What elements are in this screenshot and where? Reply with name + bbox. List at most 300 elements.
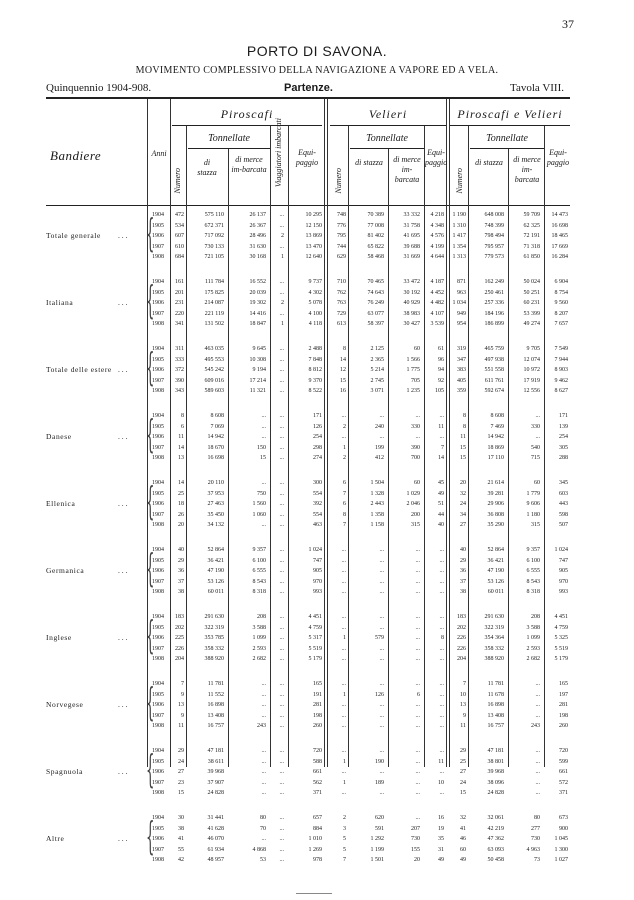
table-cell: 288 bbox=[559, 455, 568, 461]
table-cell: 165 bbox=[313, 681, 322, 687]
table-cell: 30 bbox=[178, 815, 184, 821]
table-cell: ... bbox=[439, 557, 444, 564]
table-cell: 38 bbox=[178, 825, 184, 832]
year-cell: 1905 bbox=[152, 758, 164, 765]
table-cell: 610 bbox=[175, 243, 184, 250]
table-cell: 1 024 bbox=[308, 547, 322, 553]
table-cell: 4 868 bbox=[252, 846, 266, 853]
table-cell: 190 bbox=[375, 758, 384, 765]
table-cell: 7 848 bbox=[308, 356, 322, 363]
table-cell: 9 462 bbox=[554, 377, 568, 384]
table-cell: 37 907 bbox=[207, 779, 224, 786]
table-cell: 17 110 bbox=[487, 455, 504, 461]
stazza-header-1: di stazza bbox=[197, 158, 217, 177]
table-row bbox=[0, 434, 634, 444]
table-cell: ... bbox=[279, 346, 284, 352]
stazza-header-3: di stazza bbox=[475, 158, 503, 167]
table-cell: 4 576 bbox=[430, 233, 444, 239]
table-cell: 412 bbox=[375, 455, 384, 461]
table-cell: 8 bbox=[343, 346, 346, 352]
table-cell: 949 bbox=[457, 310, 466, 317]
table-cell: 60 bbox=[414, 480, 420, 486]
table-cell: 189 bbox=[375, 779, 384, 786]
table-cell: ... bbox=[439, 568, 444, 574]
table-cell: 715 bbox=[531, 455, 540, 461]
table-cell: 750 bbox=[257, 490, 266, 497]
table-cell: 12 556 bbox=[523, 388, 540, 394]
table-cell: 4 644 bbox=[430, 254, 444, 260]
table-cell: 540 bbox=[531, 444, 540, 451]
table-cell: 8 543 bbox=[252, 578, 266, 585]
table-cell: 1 235 bbox=[406, 388, 420, 394]
table-cell: 13 408 bbox=[487, 712, 504, 719]
table-cell: ... bbox=[439, 769, 444, 775]
table-cell: 358 332 bbox=[484, 645, 504, 652]
table-cell: 14 473 bbox=[551, 212, 568, 218]
table-cell: 730 133 bbox=[204, 243, 224, 250]
table-cell: 240 bbox=[375, 423, 384, 430]
table-cell: 18 869 bbox=[487, 444, 504, 451]
year-cell: 1906 bbox=[152, 568, 164, 574]
table-cell: 9 357 bbox=[252, 547, 266, 553]
table-cell: 139 bbox=[559, 423, 568, 430]
year-cell: 1904 bbox=[152, 748, 164, 754]
year-cell: 1904 bbox=[152, 681, 164, 687]
table-cell: ... bbox=[279, 748, 284, 754]
table-cell: ... bbox=[261, 748, 266, 754]
table-cell: ... bbox=[535, 758, 540, 765]
table-cell: 15 bbox=[460, 455, 466, 461]
table-cell: 4 348 bbox=[430, 222, 444, 229]
table-cell: ... bbox=[279, 681, 284, 687]
table-cell: 4 451 bbox=[554, 614, 568, 620]
table-cell: ... bbox=[279, 635, 284, 641]
year-cell: 1906 bbox=[152, 367, 164, 373]
table-cell: 35 bbox=[438, 836, 444, 842]
table-cell: 629 bbox=[337, 254, 346, 260]
section-label: Partenze. bbox=[284, 82, 333, 94]
table-cell: 1 bbox=[343, 758, 346, 765]
table-cell: ... bbox=[279, 589, 284, 595]
table-row bbox=[0, 311, 634, 321]
flag-label: Inglese bbox=[46, 633, 72, 642]
table-cell: ... bbox=[279, 367, 284, 373]
table-cell: 372 bbox=[175, 367, 184, 373]
table-row bbox=[0, 769, 634, 779]
table-cell: 1 269 bbox=[308, 846, 322, 853]
table-cell: 11 bbox=[460, 723, 466, 729]
table-cell: ... bbox=[439, 702, 444, 708]
table-cell: 49 274 bbox=[523, 321, 540, 327]
table-cell: ... bbox=[341, 624, 346, 631]
table-cell: ... bbox=[535, 434, 540, 440]
table-cell: 46 070 bbox=[207, 836, 224, 842]
table-cell: 45 bbox=[438, 480, 444, 486]
table-cell: ... bbox=[279, 691, 284, 698]
year-cell: 1904 bbox=[152, 480, 164, 486]
year-cell: 1907 bbox=[152, 712, 164, 719]
table-cell: ... bbox=[279, 388, 284, 394]
table-cell: 8 522 bbox=[308, 388, 322, 394]
year-cell: 1905 bbox=[152, 356, 164, 363]
equipaggio-header-3: Equi-paggio bbox=[546, 148, 570, 167]
table-cell: 30 427 bbox=[403, 321, 420, 327]
table-cell: 39 688 bbox=[403, 243, 420, 250]
table-row bbox=[0, 646, 634, 656]
table-cell: 36 808 bbox=[487, 511, 504, 518]
table-cell: 58 468 bbox=[367, 254, 384, 260]
table-cell: 250 461 bbox=[484, 289, 504, 296]
table-cell: ... bbox=[261, 423, 266, 430]
table-cell: 24 828 bbox=[487, 790, 504, 796]
table-cell: 562 bbox=[313, 779, 322, 786]
table-cell: 1 bbox=[343, 444, 346, 451]
table-cell: ... bbox=[535, 413, 540, 419]
table-row bbox=[0, 223, 634, 233]
year-cell: 1907 bbox=[152, 310, 164, 317]
table-cell: 14 bbox=[340, 356, 346, 363]
table-cell: 1 bbox=[343, 691, 346, 698]
table-cell: 330 bbox=[531, 423, 540, 430]
table-cell: 72 191 bbox=[523, 233, 540, 239]
table-cell: 34 bbox=[460, 511, 466, 518]
table-cell: 36 421 bbox=[207, 557, 224, 564]
table-cell: 900 bbox=[559, 825, 568, 832]
year-cell: 1905 bbox=[152, 624, 164, 631]
table-cell: 1 010 bbox=[308, 836, 322, 842]
table-cell: ... bbox=[439, 624, 444, 631]
year-cell: 1908 bbox=[152, 790, 164, 796]
footer-mark bbox=[296, 893, 332, 894]
year-cell: 1908 bbox=[152, 388, 164, 394]
table-cell: 8 608 bbox=[210, 413, 224, 419]
flag-label: Danese bbox=[46, 432, 72, 441]
merce-header-1: di merce im-barcata bbox=[231, 155, 267, 174]
table-cell: 710 bbox=[337, 279, 346, 285]
table-cell: 13 869 bbox=[305, 233, 322, 239]
table-row bbox=[0, 702, 634, 712]
table-row bbox=[0, 512, 634, 522]
table-cell: 7 657 bbox=[554, 321, 568, 327]
table-cell: 20 110 bbox=[207, 480, 224, 486]
table-cell: 747 bbox=[313, 557, 322, 564]
table-cell: ... bbox=[341, 413, 346, 419]
table-cell: 32 bbox=[460, 815, 466, 821]
table-cell: 388 920 bbox=[484, 656, 504, 662]
flag-label: Totale generale bbox=[46, 231, 101, 240]
table-cell: ... bbox=[341, 578, 346, 585]
table-cell: 11 bbox=[178, 434, 184, 440]
table-cell: ... bbox=[279, 289, 284, 296]
table-cell: 226 bbox=[457, 635, 466, 641]
table-cell: ... bbox=[415, 645, 420, 652]
table-cell: ... bbox=[535, 691, 540, 698]
table-cell: 554 bbox=[313, 490, 322, 497]
table-cell: 39 968 bbox=[487, 769, 504, 775]
table-cell: 21 614 bbox=[487, 480, 504, 486]
table-cell: ... bbox=[261, 790, 266, 796]
table-cell: 155 bbox=[411, 846, 420, 853]
table-row bbox=[0, 300, 634, 310]
table-cell: 4 759 bbox=[554, 624, 568, 631]
table-cell: ... bbox=[439, 547, 444, 553]
year-cell: 1905 bbox=[152, 423, 164, 430]
table-label: Tavola VIII. bbox=[510, 82, 565, 94]
table-cell: ... bbox=[341, 645, 346, 652]
table-cell: 50 251 bbox=[523, 289, 540, 296]
table-cell: 9 705 bbox=[526, 346, 540, 352]
table-cell: 4 302 bbox=[308, 289, 322, 296]
table-cell: 744 bbox=[337, 243, 346, 250]
table-cell: 11 781 bbox=[207, 681, 224, 687]
year-cell: 1906 bbox=[152, 233, 164, 239]
table-cell: 243 bbox=[257, 723, 266, 729]
table-cell: ... bbox=[279, 243, 284, 250]
table-cell: ... bbox=[341, 702, 346, 708]
table-cell: 58 397 bbox=[367, 321, 384, 327]
table-cell: ... bbox=[279, 356, 284, 363]
table-cell: 49 bbox=[438, 857, 444, 863]
table-row bbox=[0, 558, 634, 568]
table-row bbox=[0, 713, 634, 723]
table-cell: 34 132 bbox=[207, 522, 224, 528]
table-cell: 131 502 bbox=[204, 321, 224, 327]
table-cell: 343 bbox=[175, 388, 184, 394]
table-top-rule bbox=[46, 97, 570, 99]
page-number: 37 bbox=[562, 17, 574, 31]
table-cell: 2 bbox=[281, 300, 284, 306]
table-cell: 165 bbox=[559, 681, 568, 687]
table-cell: 94 bbox=[438, 367, 444, 373]
table-cell: 63 093 bbox=[487, 846, 504, 853]
table-cell: 18 465 bbox=[551, 233, 568, 239]
table-cell: 572 bbox=[559, 779, 568, 786]
table-cell: ... bbox=[535, 779, 540, 786]
table-row bbox=[0, 480, 634, 490]
table-cell: 1 504 bbox=[370, 480, 384, 486]
table-cell: 2 593 bbox=[252, 645, 266, 652]
table-cell: 2 bbox=[343, 423, 346, 430]
table-row bbox=[0, 491, 634, 501]
table-cell: ... bbox=[379, 656, 384, 662]
table-cell: 1 bbox=[343, 635, 346, 641]
table-cell: 47 181 bbox=[487, 748, 504, 754]
table-cell: 305 bbox=[559, 444, 568, 451]
table-cell: 40 bbox=[178, 547, 184, 553]
table-cell: ... bbox=[341, 712, 346, 719]
table-cell: 613 bbox=[337, 321, 346, 327]
table-cell: 354 364 bbox=[484, 635, 504, 641]
table-cell: ... bbox=[279, 423, 284, 430]
table-cell: 497 938 bbox=[484, 356, 504, 363]
table-cell: ... bbox=[261, 691, 266, 698]
table-cell: 41 bbox=[178, 836, 184, 842]
table-cell: ... bbox=[415, 723, 420, 729]
table-cell: 599 bbox=[559, 758, 568, 765]
table-cell: 33 332 bbox=[403, 212, 420, 218]
table-cell: 8 627 bbox=[554, 388, 568, 394]
table-cell: ... bbox=[415, 413, 420, 419]
table-cell: 4 452 bbox=[430, 289, 444, 296]
table-cell: 1 099 bbox=[252, 635, 266, 641]
year-cell: 1904 bbox=[152, 547, 164, 553]
table-cell: 5 179 bbox=[308, 656, 322, 662]
table-cell: 14 bbox=[178, 480, 184, 486]
table-cell: 3 071 bbox=[370, 388, 384, 394]
table-cell: 315 bbox=[531, 522, 540, 528]
table-row bbox=[0, 847, 634, 857]
table-cell: 35 450 bbox=[207, 511, 224, 518]
table-cell: ... bbox=[261, 712, 266, 719]
table-cell: 27 bbox=[460, 769, 466, 775]
table-cell: ... bbox=[279, 212, 284, 218]
table-cell: 14 bbox=[438, 455, 444, 461]
table-cell: ... bbox=[341, 434, 346, 440]
table-row bbox=[0, 589, 634, 599]
table-cell: 700 bbox=[411, 455, 420, 461]
table-cell: 92 bbox=[438, 377, 444, 384]
table-cell: 9 370 bbox=[308, 377, 322, 384]
table-cell: 14 bbox=[178, 444, 184, 451]
table-cell: ... bbox=[415, 656, 420, 662]
table-cell: 61 850 bbox=[523, 254, 540, 260]
table-cell: 73 bbox=[534, 857, 540, 863]
table-cell: ... bbox=[439, 712, 444, 719]
table-cell: 14 942 bbox=[487, 434, 504, 440]
table-cell: ... bbox=[379, 645, 384, 652]
table-cell: ... bbox=[415, 589, 420, 595]
table-cell: 705 bbox=[411, 377, 420, 384]
table-cell: 31 bbox=[438, 846, 444, 853]
brace-icon: { bbox=[146, 278, 155, 322]
year-cell: 1907 bbox=[152, 377, 164, 384]
table-cell: 1 024 bbox=[554, 547, 568, 553]
table-cell: 62 325 bbox=[523, 222, 540, 229]
table-cell: 8 903 bbox=[554, 367, 568, 373]
table-cell: 5 519 bbox=[554, 645, 568, 652]
table-cell: 8 754 bbox=[554, 289, 568, 296]
year-cell: 1905 bbox=[152, 691, 164, 698]
brace-icon: { bbox=[146, 546, 155, 590]
flag-label: Ellenica bbox=[46, 499, 76, 508]
table-cell: ... bbox=[439, 578, 444, 585]
table-cell: 11 bbox=[438, 423, 444, 430]
flag-label: Norvegese bbox=[46, 700, 84, 709]
table-cell: ... bbox=[341, 681, 346, 687]
table-cell: ... bbox=[379, 413, 384, 419]
year-cell: 1908 bbox=[152, 321, 164, 327]
table-cell: 12 150 bbox=[305, 222, 322, 229]
table-cell: 31 758 bbox=[403, 222, 420, 229]
table-cell: ... bbox=[279, 413, 284, 419]
table-row bbox=[0, 413, 634, 423]
table-cell: ... bbox=[279, 624, 284, 631]
table-cell: ... bbox=[415, 712, 420, 719]
table-cell: 23 bbox=[178, 779, 184, 786]
table-cell: 4 199 bbox=[430, 243, 444, 250]
table-cell: 38 bbox=[178, 589, 184, 595]
table-row bbox=[0, 321, 634, 331]
table-cell: 5 bbox=[343, 836, 346, 842]
table-cell: 16 898 bbox=[207, 702, 224, 708]
table-cell: 6 100 bbox=[526, 557, 540, 564]
table-row bbox=[0, 501, 634, 511]
table-cell: 12 640 bbox=[305, 254, 322, 260]
table-cell: 126 bbox=[375, 691, 384, 698]
table-cell: 202 bbox=[175, 624, 184, 631]
table-row bbox=[0, 790, 634, 800]
table-cell: 27 bbox=[460, 522, 466, 528]
year-cell: 1908 bbox=[152, 254, 164, 260]
table-cell: 24 bbox=[460, 501, 466, 507]
table-cell: 776 bbox=[337, 222, 346, 229]
table-cell: 226 bbox=[457, 645, 466, 652]
table-cell: 611 761 bbox=[484, 377, 504, 384]
table-cell: 17 214 bbox=[249, 377, 266, 384]
table-cell: 7 069 bbox=[210, 423, 224, 430]
table-cell: 16 bbox=[340, 388, 346, 394]
table-cell: 41 628 bbox=[207, 825, 224, 832]
table-cell: ... bbox=[379, 790, 384, 796]
tonn2-underline bbox=[350, 148, 424, 149]
table-cell: 978 bbox=[313, 857, 322, 863]
table-cell: 199 bbox=[375, 444, 384, 451]
table-cell: 1 501 bbox=[370, 857, 384, 863]
table-cell: 38 096 bbox=[487, 779, 504, 786]
flag-label: Totale delle estere bbox=[46, 365, 112, 374]
table-cell: 10 972 bbox=[523, 367, 540, 373]
table-cell: 200 bbox=[411, 511, 420, 518]
table-cell: 5 519 bbox=[308, 645, 322, 652]
table-cell: ... bbox=[341, 589, 346, 595]
table-cell: ... bbox=[279, 825, 284, 832]
table-cell: 29 bbox=[460, 557, 466, 564]
table-cell: 20 bbox=[460, 480, 466, 486]
year-cell: 1907 bbox=[152, 578, 164, 585]
table-cell: 1 bbox=[281, 321, 284, 327]
table-cell: 13 408 bbox=[207, 712, 224, 719]
table-cell: 8 bbox=[463, 423, 466, 430]
table-cell: 993 bbox=[559, 589, 568, 595]
year-cell: 1906 bbox=[152, 300, 164, 306]
table-cell: 9 645 bbox=[252, 346, 266, 352]
table-cell: ... bbox=[415, 748, 420, 754]
table-cell: 748 399 bbox=[484, 222, 504, 229]
table-cell: 7 bbox=[463, 681, 466, 687]
table-cell: 208 bbox=[257, 614, 266, 620]
table-cell: 50 458 bbox=[487, 857, 504, 863]
table-row bbox=[0, 857, 634, 867]
table-cell: ... bbox=[439, 681, 444, 687]
table-cell: 60 011 bbox=[487, 589, 504, 595]
leader-dots: . . . bbox=[118, 499, 128, 508]
table-cell: 684 bbox=[175, 254, 184, 260]
table-cell: ... bbox=[379, 748, 384, 754]
table-cell: 11 678 bbox=[487, 691, 504, 698]
table-row bbox=[0, 279, 634, 289]
year-cell: 1904 bbox=[152, 279, 164, 285]
table-cell: 9 194 bbox=[252, 367, 266, 373]
viaggiatori-header: Viaggiatori imbarcati bbox=[274, 118, 283, 188]
table-cell: ... bbox=[415, 790, 420, 796]
table-cell: 315 bbox=[411, 522, 420, 528]
table-cell: ... bbox=[279, 434, 284, 440]
table-row bbox=[0, 290, 634, 300]
table-cell: 795 bbox=[337, 233, 346, 239]
table-cell: ... bbox=[379, 712, 384, 719]
table-cell: 762 bbox=[337, 289, 346, 296]
table-cell: 13 bbox=[178, 455, 184, 461]
